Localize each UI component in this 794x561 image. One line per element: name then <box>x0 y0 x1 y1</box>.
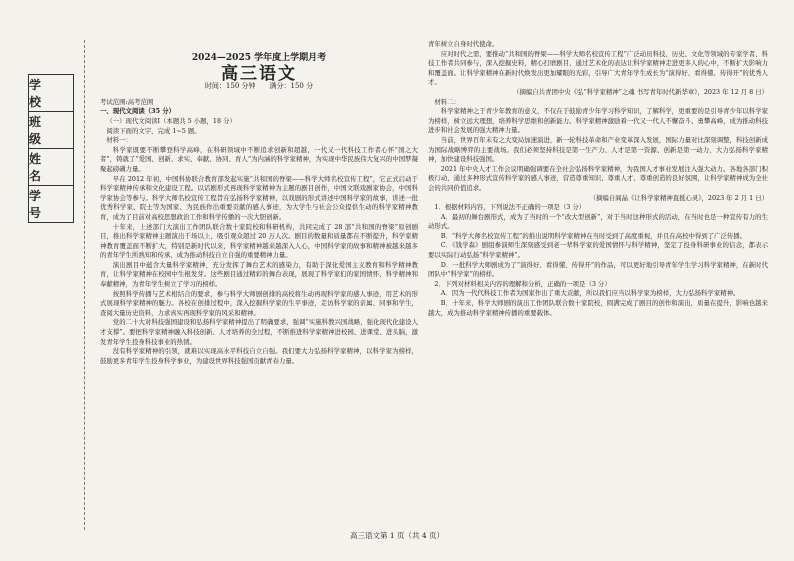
time-label: 时间：150 分钟 <box>204 82 256 91</box>
paragraph: 当前，世界百年未有之大变局加速演进，新一轮科技革命和产业变革深入发展，国际力量对比深刻调整，科技创新成为国际战略博弈的主要战场。我们必须坚持科技是第一生产力、人才是第一资源、创新是第一动力，大力弘扬科学家精神，加快建设科技强国。 <box>428 135 768 164</box>
paragraph: 早在 2012 年初，中国科协联合教育部发起实施“共和国的脊梁——科学大师名校宣传工程”，它正式启动于科学家精神传承和文化建设工程。以话剧形式再现科学家精神为主题的剧目创作，中国文联戏剧家协会，中国科学家协会等参与。科学大师名校宣传工程旨在弘扬科学家精神，以戏剧的形式讲述中国科学家的故事，讲述一批优秀科学家、院士等为国家、为民族作出重要贡献的感人事迹，为大学生与社会公众提供生动的科学家精神教育，成为了目前对高校思想政治工作和科学传播的一次大胆创新。 <box>100 174 418 221</box>
paragraph: 演出剧目中蕴含大量科学家精神，充分发挥了舞台艺术的感染力，有助于深化爱国主义教育和科学精神教育，让科学家精神在校园中生根发芽。这些剧目通过精彩的舞台表现，展现了科学家们的家国情怀、科学精神和奉献精神，为青年学生树立了学习的榜样。 <box>100 260 418 289</box>
section-heading: 一、现代文阅读（35 分） <box>100 107 176 116</box>
paragraph-tail: 青年树立自身时代使命。 <box>428 40 499 48</box>
source-citation: （摘编自共青团中央《弘“科学家精神”之魂 书写青年时代新华章》，2023 年 12 月 8 日） <box>513 87 768 96</box>
right-column <box>428 40 768 318</box>
question-option: A．因为一代代科技工作者为国家作出了重大贡献，所以我们应当以科学家为榜样，大力弘扬科学家精神。 <box>440 289 740 298</box>
question: 2．下列对材料相关内容的理解和分析，正确的一项是（3 分） <box>434 279 611 288</box>
binding-info-strip <box>28 74 74 223</box>
question-option: A．最初的舞台剧形式，成为了当时的一个“改大型创新”，对于当时这种形式的活动，在当时也是一种宣传有力的生动形式。 <box>428 212 768 231</box>
exam-scope: 考试范围:高考范围 <box>100 97 154 106</box>
score-label: 满分：150 分 <box>269 82 314 91</box>
question-option: C．《钱学森》剧组参演师生深刻感受到老一辈科学家的爱国情怀与科学精神，坚定了投身科研事业的信念，都表示要以实际行动弘扬“科学家精神”。 <box>428 241 768 260</box>
paragraph: 科学家既要不断攀登科学高峰，在科研领域中不断追求创新和超越，一代又一代科技工作者心怀“国之大者”，铸就了“爱国、创新、求实、奉献、协同、育人”为内涵的科学家精神，为实现中华民族伟大复兴的中国梦凝聚起磅礴力量。 <box>100 145 418 173</box>
paragraph: 应对时代之需，要推动“共和国的脊梁——科学大师名校宣传工程”广泛动员科技、历史、文化等领域的专家学者、科技工作者共同参与，深入挖掘史料，精心打磨剧目，通过艺术化的表达让科学家精神走进更多人的心中，不断扩大影响力和覆盖面。让科学家精神在新时代焕发出更加耀眼的光彩，引导广大青年学生成长为“演得好、看得懂、传得开”的优秀人才。 <box>428 49 768 87</box>
paragraph: 十年来，上述部门大演出工作团队联合数十家院校和科研机构，共同完成了 28 部“共和国的脊梁”原创剧目，推出科学家精神主题演出千场以上，吸引观众超过 20 万人次。剧目的数量和质量都在不断提升，科学家精神教育覆盖面不断扩大，特别是新时代以来，科学家精神越来越深入人心，中国科学家的故事和精神被越来越多的青年学生所熟知和传承，成为推动科技自立自强的重要精神力量。 <box>100 222 418 260</box>
student-number-label: 学 号 <box>28 185 74 223</box>
paragraph: 党的二十大对科技强国建设和弘扬科学家精神提出了明确要求，强调“实施科教兴国战略，强化现代化建设人才支撑”。要把科学家精神融入科技创新、人才培养的全过程，不断推进科学家精神进校园、进课堂、进头脑，激发青年学生投身科技事业的热情。 <box>100 318 418 346</box>
subject-title: 高三语文 <box>221 63 297 84</box>
name-label: 姓 名 <box>28 148 74 185</box>
exam-title: 2024—2025 学年度上学期月考 <box>191 53 327 63</box>
paragraph: 2021 年中央人才工作会议明确强调要在全社会弘扬科学家精神，为我国人才事业发展注入强大动力。各地各部门积极行动，通过多种形式宣传科学家的感人事迹，营造尊重知识、尊重人才、尊重创造的良好氛围，让科学家精神成为全社会的共同价值追求。 <box>428 164 768 192</box>
paragraph: 按照科学传播与艺术相结合的要求，参与科学大师剧创排的高校将生动再现科学家的感人事迹，用艺术的形式展现科学家精神的魅力。各校在创排过程中，深入挖掘科学家的生平事迹，走访科学家的亲属、同事和学生，查阅大量历史资料，力求真实再现科学家的风采和精神。 <box>100 289 418 317</box>
question-option: D．一批科学大师剧成为了“演得好、看得懂、传得开”的作品，可以更好地引导青年学生学习科学家精神，在新时代团队中“科学家”的榜样。 <box>428 260 768 279</box>
paragraph: 没有科学家精神的引领，就难以实现高水平科技自立自强。我们要大力弘扬科学家精神，以科学家为榜样，鼓励更多青年学生投身科学事业，为建设世界科技强国贡献青春力量。 <box>100 347 418 365</box>
left-column <box>100 40 418 366</box>
source-citation: （摘编自阎晶《让科学家精神直抵心灵》，2023 年 2 月 1 日） <box>589 193 768 202</box>
paragraph: 科学家精神之于青少年教育的意义，不仅在于鼓励青少年学习科学知识，了解科学，更重要的是引导青少年以科学家为榜样，树立远大理想，培养科学思维和创新能力。科学家精神激励着一代又一代人不懈奋斗、勇攀高峰，成为推动科技进步和社会发展的强大精神力量。 <box>428 107 768 135</box>
class-label: 班 级 <box>28 111 74 148</box>
material-label: 材料一： <box>106 136 132 145</box>
instruction-text: 阅读下面的文字，完成 1~5 题。 <box>106 126 201 135</box>
exam-meta <box>100 82 418 92</box>
school-label: 学 校 <box>28 74 74 111</box>
question-option: B．十年来，科学大师剧的演出工作团队联合数十家院校，圆满完成了剧目的创作和演出，质量在提升，影响也越来越大，成为推动科学家精神传播的重要载体。 <box>428 299 768 317</box>
material-label: 材料二： <box>434 97 460 106</box>
page-footer: 高三语文第 1 页（共 4 页） <box>349 531 445 540</box>
question-option: B．“科学大师名校宣传工程”的推出说明科学家精神在当时受到了高度重视，并且在高校中得到了广泛传播。 <box>440 231 746 240</box>
subsection-heading: （一）现代文阅读Ⅰ（本题共 5 小题，18 分） <box>106 116 236 125</box>
binding-cut-line <box>84 40 85 530</box>
question: 1．根据材料内容，下列说法不正确的一项是（3 分） <box>434 203 586 212</box>
